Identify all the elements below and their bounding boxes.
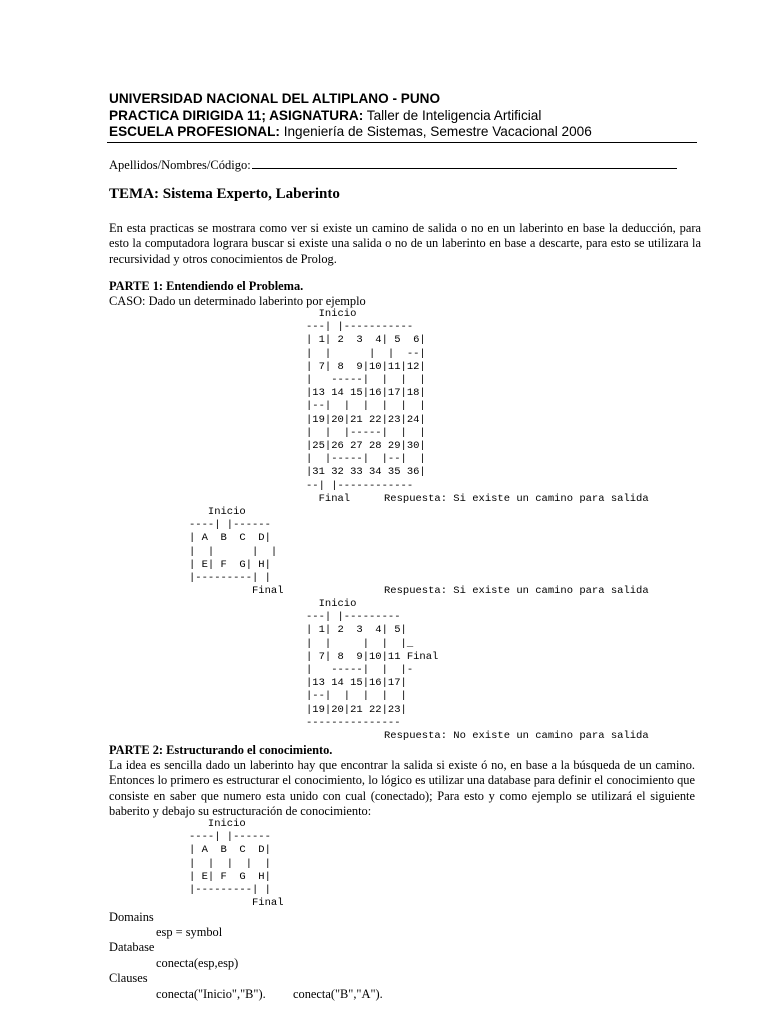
maze-3: Inicio ---| |--------- | 1| 2 3 4| 5| | | | | |_ | 7| 8 9|10|11 Final | -----| | |- |13 14 15|16|17| |--| | | | | |19|20|21 22|23| --------------- — [306, 598, 439, 729]
code-clause-1: conecta("Inicio","B"). — [156, 987, 266, 1001]
maze-4: Inicio ----| |------ | A B C D| | | | | | | E| F G H| |---------| | Final — [189, 818, 284, 910]
parte2-paragraph: La idea es sencilla dado un laberinto hay que encontrar la salida si existe ó no, en base a la búsqueda de un camino. Entonces lo primero es estructurar el conocimiento, lo lógico es utilizar una database para definir el conocimiento que consiste en saber que numero esta unido con cual (conectado); Para esto y como ejemplo se utilizará el siguiente baberito y debajo su estructuración de conocimiento: — [109, 758, 695, 818]
respuesta-3: Respuesta: No existe un camino para salida — [384, 730, 649, 742]
respuesta-2: Respuesta: Si existe un camino para salida — [384, 585, 649, 597]
caso-text: CASO: Dado un determinado laberinto por ejemplo — [109, 294, 366, 308]
apellidos-label: Apellidos/Nombres/Código: — [109, 158, 251, 172]
tema-heading: TEMA: Sistema Experto, Laberinto — [109, 186, 340, 202]
header-divider — [107, 142, 697, 143]
respuesta-1: Respuesta: Si existe un camino para salida — [384, 493, 649, 505]
parte1-title: PARTE 1: Entendiendo el Problema. — [109, 279, 304, 293]
apellidos-field — [109, 157, 677, 173]
university-name: UNIVERSIDAD NACIONAL DEL ALTIPLANO - PUNO — [109, 91, 441, 106]
course-line: PRACTICA DIRIGIDA 11; ASIGNATURA: Taller de Inteligencia Artificial — [109, 107, 542, 123]
code-domains: Domains — [109, 910, 154, 924]
maze-2: Inicio ----| |------ | A B C D| | | | | | E| F G| H| |---------| | Final — [189, 506, 284, 598]
code-database: Database — [109, 940, 155, 954]
school-line: ESCUELA PROFESIONAL: Ingeniería de Sistemas, Semestre Vacacional 2006 — [109, 124, 592, 139]
code-clauses: Clauses — [109, 971, 148, 985]
parte2-title: PARTE 2: Estructurando el conocimiento. — [109, 743, 333, 757]
document-header — [109, 91, 697, 141]
code-database-line: conecta(esp,esp) — [156, 956, 239, 970]
code-domains-line: esp = symbol — [156, 925, 223, 939]
intro-paragraph: En esta practicas se mostrara como ver si existe un camino de salida o no en un laberinto en base la deducción, para esto la computadora lograra buscar si existe una salida o no de un laberinto en base a descarte, para esto se utilizara la recursividad y otros conocimientos de Prolog. — [109, 221, 701, 266]
apellidos-blank-line — [252, 157, 677, 169]
maze-1: Inicio ---| |----------- | 1| 2 3 4| 5 6| | | | | --| | 7| 8 9|10|11|12| | -----| | | | |13 14 15|16|17|18| |--| | | | | | |19|20|21 22|23|24| | | |-----| | | |25|26 27 28 29|30| | |-----| |--| | |31 32 33 34 35 36| --| |------------ Final — [306, 308, 426, 505]
code-clause-2: conecta("B","A"). — [293, 987, 383, 1001]
